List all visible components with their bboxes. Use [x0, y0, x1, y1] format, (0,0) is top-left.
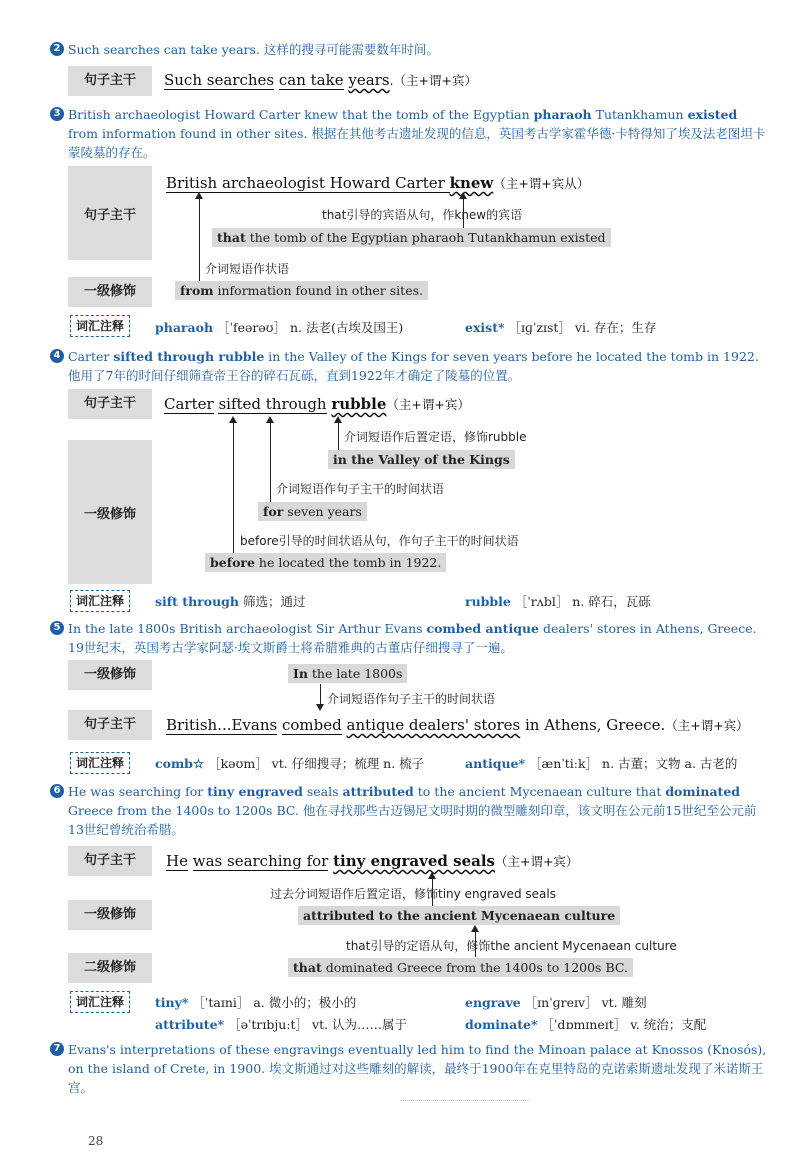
arrow-line — [199, 196, 200, 282]
main-clause-4: Carter sifted through rubble（主+谓+宾） — [164, 395, 470, 413]
highlight-before-clause: before he located the tomb in 1922. — [205, 553, 446, 572]
vocab-item: sift through 筛选；通过 — [155, 594, 306, 609]
object: years — [348, 71, 390, 89]
vocab-item: attribute* ［əˈtrɪbjuːt］ vt. 认为……属于 — [155, 1017, 408, 1032]
caption-time-adverbial: 介词短语作句子主干的时间状语 — [276, 482, 445, 496]
vocab-item: tiny* ［ˈtaɪni］ a. 微小的；极小的 — [155, 995, 357, 1010]
vocab-item: rubble ［ˈrʌbl］ n. 碎石，瓦砾 — [465, 594, 651, 609]
vocab-tag-3: 词汇注释 — [70, 315, 130, 337]
arrow-head — [428, 872, 436, 879]
highlight-for-years: for seven years — [258, 502, 367, 521]
divider — [400, 1100, 530, 1101]
arrow-head — [229, 416, 237, 423]
arrow-head — [334, 416, 342, 423]
highlight-late-1800s: In the late 1800s — [288, 664, 407, 683]
sentence-number-6: 6 — [50, 784, 64, 798]
vocab-tag-6: 词汇注释 — [70, 991, 130, 1013]
sentence-number-5: 5 — [50, 621, 64, 635]
vocab-item: comb☆ ［kəʊm］ vt. 仔细搜寻；梳理 n. 梳子 — [155, 756, 425, 771]
sentence-number-7: 7 — [50, 1042, 64, 1056]
label-mod-5: 一级修饰 — [68, 660, 152, 690]
label-main-2: 句子主干 — [68, 66, 152, 96]
highlight-from-phrase: from information found in other sites. — [175, 281, 428, 300]
label-main-4: 句子主干 — [68, 389, 152, 419]
vocab-item: pharaoh ［ˈfeərəʊ］ n. 法老(古埃及国王) — [155, 320, 404, 335]
label-mod-3: 一级修饰 — [68, 277, 152, 307]
sentence-5: In the late 1800s British archaeologist Sir Arthur Evans combed antique dealers' stores in Athens, Greece. 19世纪末，英国考古学家阿瑟·埃文斯爵士将希腊雅典的古董店仔细搜寻了一遍。 — [68, 621, 757, 655]
caption-object-clause: that引导的宾语从句，作knew的宾语 — [322, 208, 523, 222]
main-clause-3: British archaeologist Howard Carter knew（主+谓+宾从） — [166, 174, 590, 192]
arrow-head — [316, 704, 324, 711]
highlight-that-clause: that the tomb of the Egyptian pharaoh Tutankhamun existed — [212, 228, 611, 247]
vocab-item: dominate* ［ˈdɒmɪneɪt］ v. 统治；支配 — [465, 1017, 707, 1032]
arrow-head — [266, 416, 274, 423]
vocab-item: antique* ［ænˈtiːk］ n. 古董；文物 a. 古老的 — [465, 756, 738, 771]
arrow-head — [195, 192, 203, 199]
arrow-line — [270, 420, 271, 502]
label-mod2-6: 二级修饰 — [68, 953, 152, 983]
subject: Such searches — [164, 71, 275, 89]
label-mod1-6: 一级修饰 — [68, 900, 152, 930]
caption-relative-clause: that引导的定语从句，修饰the ancient Mycenaean culture — [346, 939, 677, 953]
main-clause-2 — [164, 71, 477, 89]
caption-prep-phrase: 介词短语作状语 — [205, 262, 290, 276]
arrow-head — [471, 925, 479, 932]
sentence-7: Evans's interpretations of these engravings eventually led him to find the Minoan palace at Knossos (Knosós), on the island of Crete, in 1900. 埃文斯通过对这些雕刻的解读，最终于1900年在克里特岛的克诺索斯遗址发现了米诺斯王宫。 — [68, 1042, 767, 1095]
highlight-that-dominated: that dominated Greece from the 1400s to 1200s BC. — [288, 958, 633, 977]
caption-time-adverbial-5: 介词短语作句子主干的时间状语 — [327, 692, 496, 706]
label-main-5: 句子主干 — [68, 710, 152, 740]
sentence-number-2: 2 — [50, 42, 64, 56]
sentence-6: He was searching for tiny engraved seals attributed to the ancient Mycenaean culture that dominated Greece from the 1400s to 1200s BC. 他在寻找那些古迈锡尼文明时期的微型雕刻印章，该文明在公元前15世纪至公元前13世纪曾统治希腊。 — [68, 784, 757, 837]
sentence-number-4: 4 — [50, 349, 64, 363]
caption-past-participle: 过去分词短语作后置定语，修饰tiny engraved seals — [270, 887, 556, 901]
sentence-2: Such searches can take years. 这样的搜寻可能需要数年时间。 — [68, 42, 439, 57]
caption-postmodifier: 介词短语作后置定语，修饰rubble — [344, 430, 527, 444]
vocab-item: engrave ［ɪnˈɡreɪv］ vt. 雕刻 — [465, 995, 647, 1010]
label-mod-4: 一级修饰 — [68, 440, 152, 584]
label-main-6: 句子主干 — [68, 846, 152, 876]
label-main-3: 句子主干 — [68, 166, 152, 260]
arrow-head — [459, 192, 467, 199]
vocab-item: exist* ［ɪɡˈzɪst］ vi. 存在；生存 — [465, 320, 657, 335]
arrow-line — [338, 420, 339, 450]
main-clause-5: British...Evans combed antique dealers' stores in Athens, Greece.（主+谓+宾） — [166, 716, 749, 734]
highlight-in-valley: in the Valley of the Kings — [328, 450, 515, 469]
highlight-attributed: attributed to the ancient Mycenaean culture — [298, 906, 620, 925]
sentence-number-3: 3 — [50, 107, 64, 121]
page-number: 28 — [88, 1134, 104, 1148]
vocab-tag-5: 词汇注释 — [70, 752, 130, 774]
caption-before-clause: before引导的时间状语从句，作句子主干的时间状语 — [240, 534, 519, 548]
arrow-line — [233, 420, 234, 554]
sentence-3: British archaeologist Howard Carter knew that the tomb of the Egyptian pharaoh Tutankhamun existed from information found in other sites. 根据在其他考古遗址发现的信息，英国考古学家霍华德·卡特得知了埃及法老图坦卡蒙陵墓的存在。 — [68, 107, 766, 160]
predicate: can take — [278, 71, 344, 89]
sentence-4: Carter sifted through rubble in the Valley of the Kings for seven years before he located the tomb in 1922. 他用了7年的时间仔细筛查帝王谷的碎石瓦砾，直到1922年才确定了陵墓的位置。 — [68, 349, 759, 383]
main-clause-6: He was searching for tiny engraved seals（主+谓+宾） — [166, 852, 579, 870]
arrow-line — [320, 684, 321, 706]
vocab-tag-4: 词汇注释 — [70, 590, 130, 612]
grammar-note: .（主+谓+宾） — [389, 73, 477, 88]
